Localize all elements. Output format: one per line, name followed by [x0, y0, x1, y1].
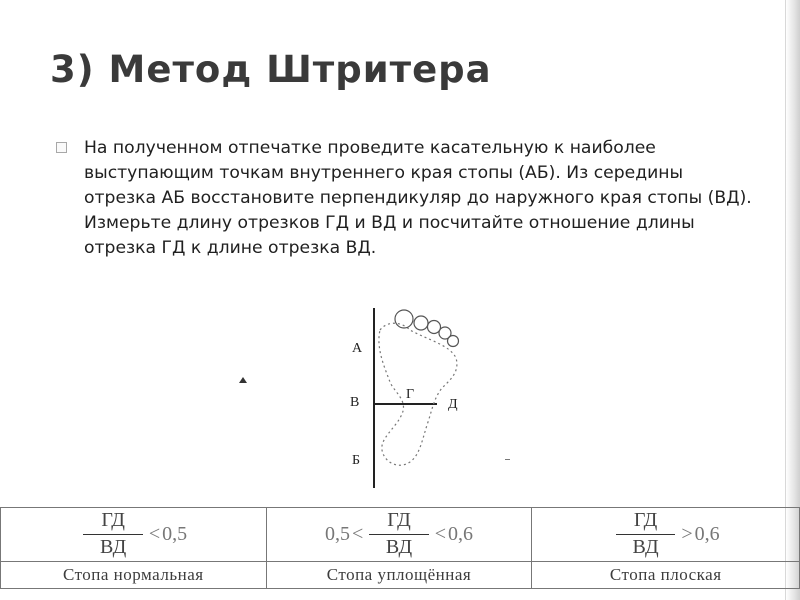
normal-label: Стопа нормальная — [1, 561, 267, 588]
label-d: Д — [448, 397, 458, 412]
foot-print-diagram — [310, 300, 530, 495]
flattened-formula-cell: 0,5 < $\frac{ГД}{ВД}$ < 0,6 — [266, 508, 532, 562]
criteria-table — [0, 507, 800, 589]
slide-title: 3) Метод Штритера — [50, 48, 492, 91]
label-b: В — [350, 395, 360, 410]
label-g: Г — [406, 387, 415, 402]
toe-5 — [448, 336, 459, 347]
flattened-label: Стопа уплощённая — [266, 561, 532, 588]
flat-formula-cell: $\frac{ГД}{ВД}$ > 0,6 — [532, 508, 800, 562]
flat-label: Стопа плоская — [532, 561, 800, 588]
toe-3 — [428, 321, 441, 334]
small-dash-mark — [505, 459, 510, 460]
label-bottom: Б — [352, 453, 361, 468]
label-a: А — [352, 341, 363, 356]
fraction: $\frac{ГД}{ВД}$ — [83, 509, 142, 559]
normal-formula-cell: $\frac{ГД}{ВД}$ < 0,5 — [1, 508, 267, 562]
small-triangle-mark — [239, 377, 247, 383]
bullet-item — [56, 136, 756, 261]
instruction-text: На полученном отпечатке проведите касательную к наиболее выступающим точкам внутреннего края стопы (АБ). Из середины отрезка АБ восстановите перпендикуляр до наружного края стопы (ВД). Измерьте длину отрезков ГД и ВД и посчитайте отношение длины отрезка ГД к длине отрезка ВД. — [84, 138, 752, 258]
foot-outline — [379, 323, 457, 465]
fraction: $\frac{ГД}{ВД}$ — [369, 509, 428, 559]
toe-2 — [414, 316, 428, 330]
bullet-square-icon — [56, 142, 67, 153]
fraction: $\frac{ГД}{ВД}$ — [616, 509, 675, 559]
